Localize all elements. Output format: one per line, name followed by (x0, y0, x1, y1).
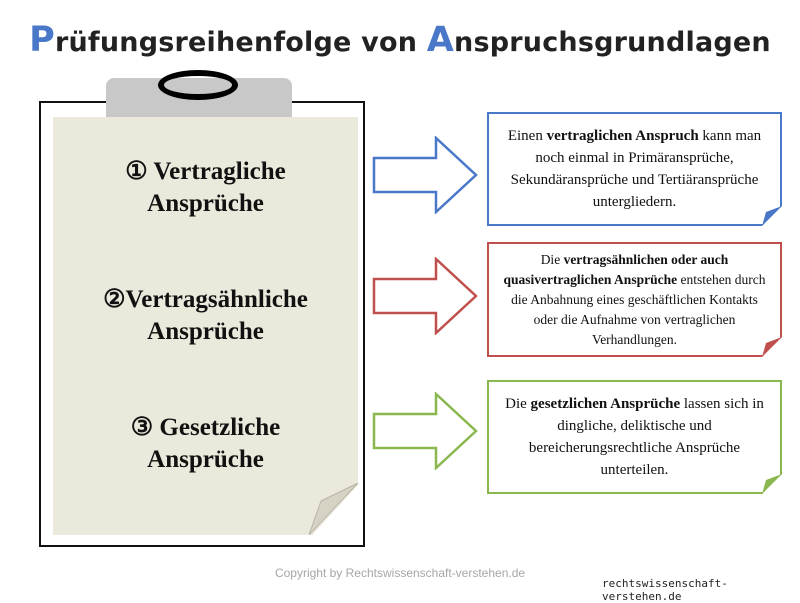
claim-item-line1: ① Vertragliche (125, 158, 286, 185)
claim-item-line1: ③ Gesetzliche (130, 414, 281, 441)
title-part-2: nspruchsgrundlagen (454, 27, 771, 58)
claim-item-contractual (53, 156, 358, 220)
note-emphasis: gesetzlichen Ansprüche (530, 396, 681, 412)
note-text: kann man noch einmal in Primäransprüche, Sekundäransprüche und Tertiäransprüche untergliedern. (510, 128, 762, 210)
note-emphasis: vertragsähnlichen oder auch quasivertraglichen Ansprüche (503, 251, 729, 287)
clipboard-clip-ring (158, 70, 238, 100)
claim-item-line2: Ansprüche (147, 446, 264, 473)
page-fold-icon (762, 206, 782, 226)
claim-item-line2: Ansprüche (147, 190, 264, 217)
claim-item-line2: Ansprüche (147, 318, 264, 345)
claim-item-line1: ②Vertragsähnliche (103, 286, 308, 313)
page-fold-icon (762, 474, 782, 494)
arrow-right-icon (372, 257, 478, 335)
arrow-right-icon (372, 392, 478, 470)
page-fold-icon (762, 337, 782, 357)
note-text: lassen sich in dingliche, deliktische und bereicherungsrechtliche Ansprüche unterteilen. (528, 396, 764, 478)
title-initial-p: P (29, 20, 55, 60)
claim-item-quasi-contractual (53, 284, 358, 348)
note-text: Einen (507, 128, 547, 144)
copyright-notice: Copyright by Rechtswissenschaft-verstehen.de (274, 566, 526, 580)
note-contractual (487, 112, 782, 226)
note-emphasis: vertraglichen Anspruch (546, 128, 699, 144)
page-title (0, 20, 800, 60)
claim-item-statutory (53, 412, 358, 476)
arrow-right-icon (372, 136, 478, 214)
note-text: Die (540, 251, 564, 267)
note-text: Die (505, 396, 531, 412)
note-quasi-contractual (487, 242, 782, 357)
note-text: entstehen durch die Anbahnung eines geschäftlichen Kontakts oder die Aufnahme von vertraglichen Verhandlungen. (511, 271, 766, 347)
note-statutory (487, 380, 782, 494)
title-initial-a: A (426, 20, 455, 60)
paper-curl-icon (309, 483, 359, 535)
watermark-text: rechtswissenschaft-verstehen.de (602, 577, 728, 603)
title-part-1: rüfungsreihenfolge von (55, 27, 427, 58)
